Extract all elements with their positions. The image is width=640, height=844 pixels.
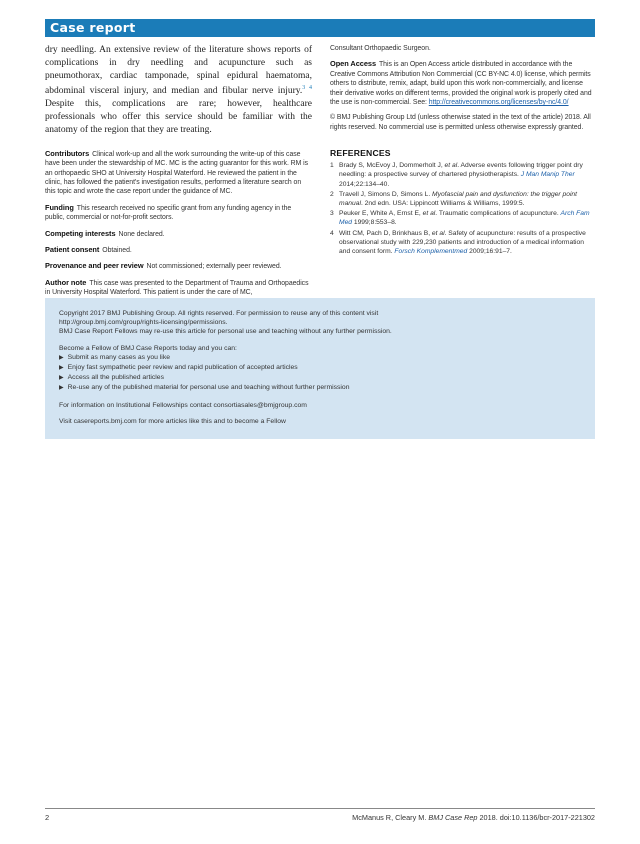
body-text-part: Despite this, complications are rare; however, healthcare professionals who offer this service should be familiar with the anatomy of the region that they are treating. bbox=[45, 99, 312, 135]
author-note-section bbox=[45, 278, 312, 298]
competing-interests-section bbox=[45, 229, 312, 239]
reference-journal-link[interactable]: Forsch Komplementmed bbox=[394, 248, 468, 256]
reference-authors: Brady S, McEvoy J, Dommerholt J, bbox=[339, 162, 445, 170]
patient-consent-section bbox=[45, 245, 312, 255]
reference-volume: 1999;8:553–8. bbox=[352, 219, 397, 227]
copyright-line: Copyright 2017 BMJ Publishing Group. All rights reserved. For permission to reuse any of this content visit bbox=[59, 310, 379, 317]
right-column bbox=[330, 44, 596, 257]
fellow-benefit: ▶ Access all the published articles bbox=[59, 373, 581, 383]
citation-authors: McManus R, Cleary M. bbox=[352, 813, 429, 822]
reference-number: 2 bbox=[330, 190, 334, 198]
contributors-section bbox=[45, 149, 312, 197]
author-note-continued: Consultant Orthopaedic Surgeon. bbox=[330, 45, 431, 52]
citation-doi: 2018. doi:10.1136/bcr-2017-221302 bbox=[477, 813, 595, 822]
reference-italic: et al bbox=[422, 210, 436, 218]
page-number: 2 bbox=[45, 813, 50, 822]
footer-divider bbox=[45, 808, 595, 809]
patient-consent-text: Obtained. bbox=[102, 246, 132, 254]
fellow-benefit: ▶ Enjoy fast sympathetic peer review and rapid publication of accepted articles bbox=[59, 363, 581, 373]
open-access-label: Open Access bbox=[330, 59, 377, 69]
author-note-text: This case was presented to the Department of Trauma and Orthopaedics in University Hospital Waterford. This patient is under the care of MC, bbox=[45, 279, 309, 297]
provenance-label: Provenance and peer review bbox=[45, 261, 144, 271]
visit-line: Visit casereports.bmj.com for more articles like this and to become a Fellow bbox=[59, 417, 286, 425]
author-note-label: Author note bbox=[45, 277, 87, 287]
reference-volume: 2009;16:91–7. bbox=[467, 248, 512, 256]
funding-section bbox=[45, 203, 312, 223]
body-paragraph bbox=[45, 44, 312, 137]
patient-consent-label: Patient consent bbox=[45, 244, 100, 254]
fellowship-info-box bbox=[45, 298, 595, 439]
reference-title: . Traumatic complications of acupuncture. bbox=[435, 210, 561, 218]
reference-item bbox=[330, 209, 596, 227]
reference-volume: 2014;22:134–40. bbox=[339, 180, 390, 188]
reference-journal-link[interactable]: Arch Fam Med bbox=[339, 210, 590, 227]
competing-interests-label: Competing interests bbox=[45, 228, 116, 238]
reference-number: 4 bbox=[330, 229, 334, 237]
funding-label: Funding bbox=[45, 202, 74, 212]
fellows-reuse-line: BMJ Case Report Fellows may re-use this article for personal use and teaching without any further permission. bbox=[59, 328, 392, 336]
reference-italic: et al bbox=[431, 229, 445, 237]
contributors-label: Contributors bbox=[45, 148, 90, 158]
license-link[interactable]: http://creativecommons.org/licenses/by-nc/4.0/ bbox=[428, 99, 569, 107]
reference-title: . Safety of acupuncture: results of a prospective observational study with 229,230 patients and introduction of a medical information and consent form. bbox=[339, 229, 586, 256]
reference-title: . Adverse events following trigger point dry needling: a prospective survey of chartered physiotherapists. bbox=[339, 162, 583, 179]
funding-text: This research received no specific grant from any funding agency in the public, commercial or not-for-profit sectors. bbox=[45, 204, 292, 222]
reference-text bbox=[339, 209, 596, 227]
fellow-intro: Become a Fellow of BMJ Case Reports today and you can: bbox=[59, 344, 237, 352]
fellow-benefit: ▶ Submit as many cases as you like bbox=[59, 353, 581, 363]
open-access-section bbox=[330, 59, 596, 107]
provenance-section bbox=[45, 261, 312, 271]
reference-authors: Peuker E, White A, Ernst E, bbox=[339, 210, 423, 218]
left-column bbox=[45, 44, 312, 304]
reference-number: 1 bbox=[330, 162, 334, 170]
body-text-part: dry needling. An extensive review of the literature shows reports of complications in dry needling and acupuncture such as pneumothorax, cardiac tamponade, spinal epidural haematoma, abdominal visceral injury, and median and fibular nerve injury. bbox=[45, 45, 312, 97]
reference-italic: Myofascial pain and dysfunction: the trigger point manual bbox=[339, 190, 578, 208]
reference-italic: et al bbox=[444, 162, 458, 170]
contributors-text: Clinical work-up and all the work surrounding the write-up of this case have been under the stewardship of MC. MC is the acting guarantor for this work. RM is an orthopaedic SHO at University Hospital Waterford. He reviewed the patient in the clinic, has followed the patient's investigation results, performed a literature search on this topic and wrote the case report under the guidance of MC. bbox=[45, 150, 309, 196]
references-list bbox=[330, 161, 596, 256]
footer-citation bbox=[352, 813, 595, 822]
fellow-benefit: ▶ Re-use any of the published material for personal use and teaching without further permission bbox=[59, 383, 581, 393]
citation-superscript[interactable]: 3 4 bbox=[302, 85, 313, 92]
permissions-link[interactable]: http://group.bmj.com/group/rights-licensing/permissions. bbox=[59, 319, 228, 327]
reference-text bbox=[339, 229, 596, 257]
reference-authors: Travell J, Simons D, Simons L. bbox=[339, 190, 433, 198]
reference-authors: Witt CM, Pach D, Brinkhaus B, bbox=[339, 229, 432, 237]
reference-number: 3 bbox=[330, 210, 334, 218]
copyright-statement: © BMJ Publishing Group Ltd (unless otherwise stated in the text of the article) 2018. All rights reserved. No commercial use is permitted unless otherwise expressly granted. bbox=[330, 114, 591, 131]
reference-title: . 2nd edn. USA: Lippincott Williams & Williams, 1999:5. bbox=[360, 200, 525, 208]
competing-interests-text: None declared. bbox=[118, 230, 165, 238]
reference-text bbox=[339, 190, 596, 208]
citation-journal: BMJ Case Rep bbox=[428, 813, 478, 822]
section-title: Case report bbox=[50, 20, 136, 35]
reference-journal-link[interactable]: J Man Manip Ther bbox=[520, 171, 575, 179]
section-header bbox=[45, 19, 595, 37]
reference-item bbox=[330, 161, 596, 189]
open-access-text: This is an Open Access article distributed in accordance with the Creative Commons Attribution Non Commercial (CC BY-NC 4.0) license, which permits others to distribute, remix, adapt, build upon this work non-commercially, and license their derivative works on different terms, provided the original work is properly cited and the use is non-commercial. See: bbox=[330, 61, 592, 107]
institutional-fellowship-line: For information on Institutional Fellowships contact consortiasales@bmjgroup.com bbox=[59, 401, 307, 409]
references-heading: REFERENCES bbox=[330, 148, 391, 159]
reference-text bbox=[339, 161, 596, 189]
reference-item bbox=[330, 190, 596, 208]
provenance-text: Not commissioned; externally peer reviewed. bbox=[146, 263, 282, 271]
reference-item bbox=[330, 229, 596, 257]
